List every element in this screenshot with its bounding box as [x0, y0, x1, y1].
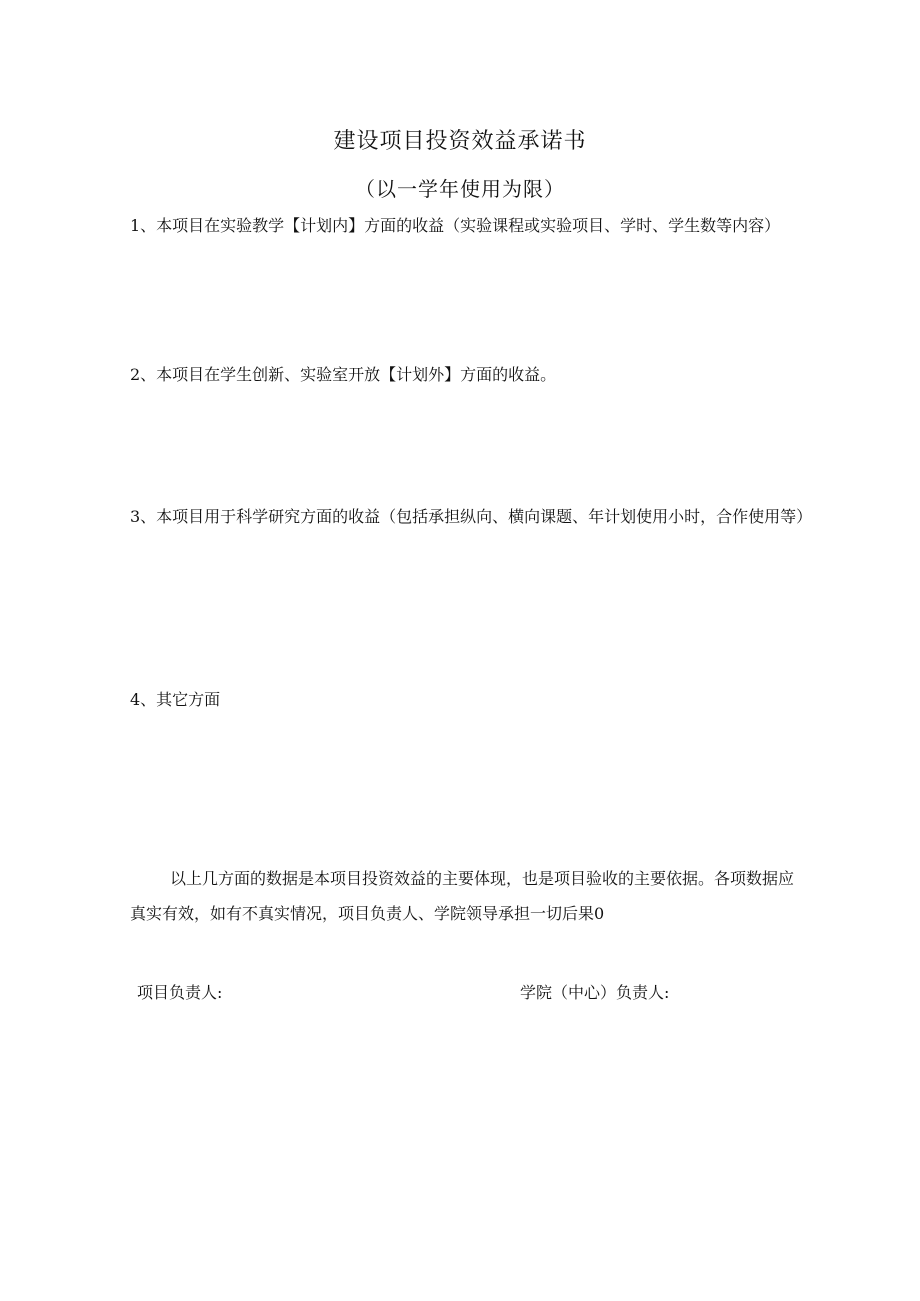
benefit-item-innovation: 2、本项目在学生创新、实验室开放【计划外】方面的收益。: [130, 365, 557, 384]
benefit-item-teaching: 1、本项目在实验教学【计划内】方面的收益（实验课程或实验项目、学时、学生数等内容）: [130, 216, 781, 235]
college-leader-signature-label: 学院（中心）负责人:: [520, 983, 670, 1002]
benefit-item-other: 4、其它方面: [130, 690, 221, 709]
benefit-item-research: 3、本项目用于科学研究方面的收益（包括承担纵向、横向课题、年计划使用小时，合作使用等）: [130, 507, 813, 526]
pledge-statement: 以上几方面的数据是本项目投资效益的主要体现，也是项目验收的主要依据。各项数据应真实有效，如有不真实情况，项目负责人、学院领导承担一切后果0: [130, 869, 795, 923]
document-subtitle: （以一学年使用为限）: [355, 177, 565, 201]
document-title: 建设项目投资效益承诺书: [333, 129, 587, 154]
project-leader-signature-label: 项目负责人:: [137, 983, 223, 1002]
